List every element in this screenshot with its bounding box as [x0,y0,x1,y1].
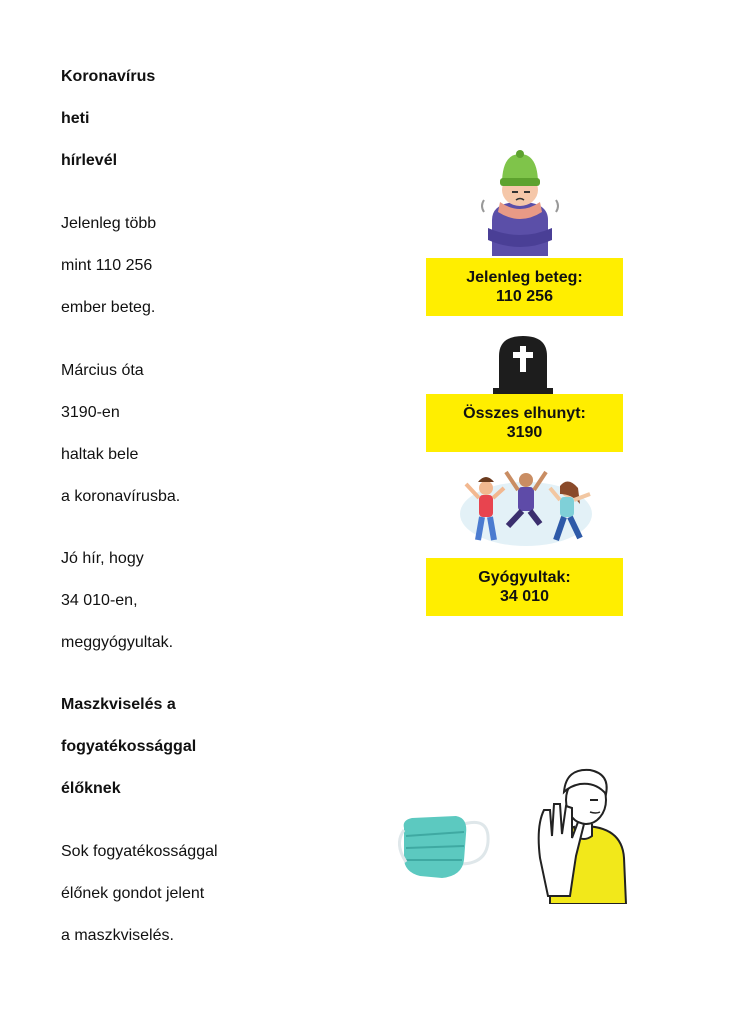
text-line: a maszkviselés. [61,927,174,944]
face-mask-icon [398,806,494,886]
text-line: a koronavírusba. [61,488,181,505]
text-line: élőnek gondot jelent [61,885,205,902]
stop-gesture-person-icon [530,766,630,904]
text-line: Jó hír, hogy [61,550,144,567]
newsletter-title-line-3: hírlevél [61,152,118,169]
sick-person-icon [480,150,560,256]
stat-box-deceased [426,394,623,452]
stat-value: 3190 [506,424,543,441]
text-line: meggyógyultak. [61,634,174,651]
newsletter-title-line-1: Koronavírus [61,68,156,85]
text-line: 34 010-en, [61,592,138,609]
text-line: ember beteg. [61,299,156,316]
stat-box-recovered [426,558,623,616]
text-line: 3190-en [61,404,120,421]
text-line: Jelenleg több [61,215,157,232]
newsletter-title-line-2: heti [61,110,90,127]
section-heading-line-2: fogyatékossággal [61,738,197,755]
stat-value: 34 010 [500,588,549,605]
stat-value: 110 256 [496,288,553,305]
gravestone-icon [491,334,555,394]
text-line: haltak bele [61,446,139,463]
stat-label: Gyógyultak: [478,569,571,586]
section-heading-line-1: Maszkviselés a [61,696,176,713]
stat-label: Jelenleg beteg: [466,269,583,286]
stat-box-current-sick [426,258,623,316]
section-heading-line-3: élőknek [61,780,121,797]
stat-label: Összes elhunyt: [463,405,586,422]
text-line: Sok fogyatékossággal [61,843,218,860]
celebrating-people-icon [456,464,596,552]
text-line: Március óta [61,362,144,379]
text-line: mint 110 256 [61,257,153,274]
